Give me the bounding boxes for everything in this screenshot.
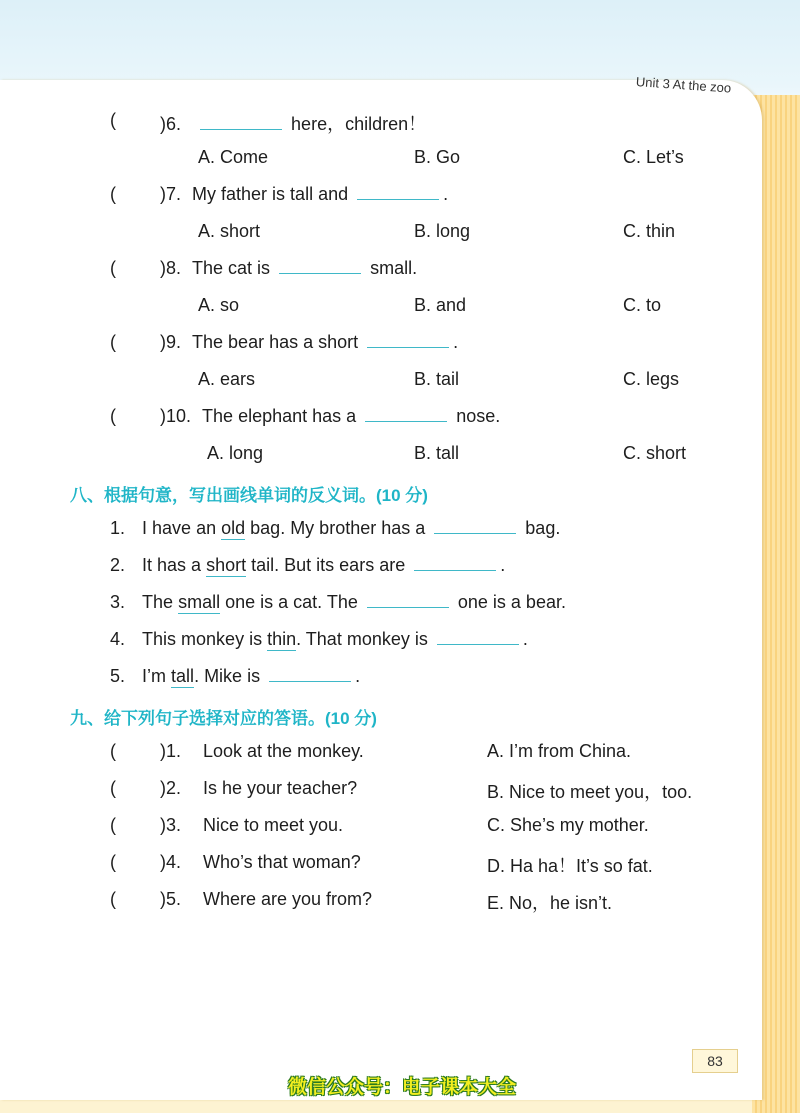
item-text-after: bag. xyxy=(525,518,561,538)
watermark-text: 微信公众号：电子课本大全 xyxy=(288,1077,517,1098)
match-question: Who’s that woman? xyxy=(203,852,361,872)
answer-blank[interactable] xyxy=(414,556,496,571)
item-number: )2. xyxy=(160,778,182,798)
answer-blank[interactable] xyxy=(357,185,439,200)
match-answer: C. She’s my mother. xyxy=(487,815,649,835)
match-answer: A. I’m from China. xyxy=(487,741,632,761)
item-text-middle: . Mike is xyxy=(194,666,261,686)
item-text-before: I’m xyxy=(142,666,167,686)
item-text-after: . xyxy=(355,666,361,686)
answer-paren-open[interactable]: ( xyxy=(110,184,116,204)
match-question: Look at the monkey. xyxy=(203,741,364,761)
question-text-before: The bear has a short xyxy=(192,332,359,352)
item-text-before: It has a xyxy=(142,555,202,575)
underlined-word: small xyxy=(178,592,221,612)
match-question: Where are you from? xyxy=(203,889,373,909)
item-text-middle: . That monkey is xyxy=(296,629,428,649)
antonym-item xyxy=(110,518,560,539)
answer-paren-open[interactable]: ( xyxy=(110,332,116,352)
option-b: B. long xyxy=(414,221,471,241)
answer-paren-open[interactable]: ( xyxy=(110,406,116,426)
question-number: )7. xyxy=(160,184,182,204)
item-text-before: The xyxy=(142,592,174,612)
underlined-word: old xyxy=(221,518,246,538)
option-b: B. and xyxy=(414,295,467,315)
underlined-word: thin xyxy=(267,629,297,649)
match-answer: E. No，he isn’t. xyxy=(487,893,613,913)
option-a: A. Come xyxy=(198,147,269,167)
option-a: A. long xyxy=(207,443,264,463)
option-c: C. short xyxy=(623,443,687,463)
answer-paren-open[interactable]: ( xyxy=(110,852,116,872)
item-text-middle: tail. But its ears are xyxy=(251,555,406,575)
item-text-middle: bag. My brother has a xyxy=(250,518,426,538)
question-number: )9. xyxy=(160,332,182,352)
question-text-before: The cat is xyxy=(192,258,271,278)
section-8-title: 八、根据句意，写出画线单词的反义词。(10 分) xyxy=(70,486,428,505)
match-question: Nice to meet you. xyxy=(203,815,344,835)
option-c: C. to xyxy=(623,295,662,315)
item-text-after: one is a bear. xyxy=(457,592,566,612)
underlined-word: short xyxy=(206,555,247,575)
answer-blank[interactable] xyxy=(367,333,449,348)
item-text-after: . xyxy=(500,555,506,575)
answer-paren-open[interactable]: ( xyxy=(110,258,116,278)
item-number: 5. xyxy=(110,666,126,686)
match-question: Is he your teacher? xyxy=(203,778,358,798)
option-c: C. Let’s xyxy=(623,147,684,167)
item-text-before: This monkey is xyxy=(142,629,263,649)
option-b: B. tail xyxy=(414,369,460,389)
match-answer: B. Nice to meet you，too. xyxy=(487,782,693,802)
option-c: C. legs xyxy=(623,369,680,389)
item-number: )5. xyxy=(160,889,182,909)
underlined-word: tall xyxy=(171,666,195,686)
item-text-middle: one is a cat. The xyxy=(225,592,358,612)
item-number: )1. xyxy=(160,741,182,761)
item-number: )3. xyxy=(160,815,182,835)
answer-paren-open[interactable]: ( xyxy=(110,815,116,835)
section-9-title: 九、给下列句子选择对应的答语。(10 分) xyxy=(70,709,377,728)
match-answer: D. Ha ha！It’s so fat. xyxy=(487,856,653,876)
question-text-after: . xyxy=(443,184,449,204)
answer-blank[interactable] xyxy=(434,519,516,534)
page-number: 83 xyxy=(692,1049,738,1073)
question-text-after: small. xyxy=(370,258,418,278)
antonym-item xyxy=(110,629,528,650)
answer-paren-open[interactable]: ( xyxy=(110,889,116,909)
item-text-before: I have an xyxy=(142,518,217,538)
antonym-item xyxy=(110,666,360,687)
option-b: B. Go xyxy=(414,147,461,167)
question-text-after: nose. xyxy=(456,406,501,426)
question-number: )6. xyxy=(160,114,182,134)
item-number: 2. xyxy=(110,555,126,575)
answer-paren-open[interactable]: ( xyxy=(110,110,116,130)
option-a: A. ears xyxy=(198,369,256,389)
item-number: 1. xyxy=(110,518,126,538)
option-a: A. so xyxy=(198,295,240,315)
option-a: A. short xyxy=(198,221,261,241)
answer-blank[interactable] xyxy=(279,259,361,274)
answer-paren-open[interactable]: ( xyxy=(110,741,116,761)
item-text-after: . xyxy=(522,629,528,649)
answer-blank[interactable] xyxy=(367,593,449,608)
antonym-item xyxy=(110,592,566,613)
question-text-before: The elephant has a xyxy=(202,406,357,426)
question-text-after: here，children！ xyxy=(291,114,427,134)
question-number: )8. xyxy=(160,258,182,278)
antonym-item xyxy=(110,555,505,576)
option-c: C. thin xyxy=(623,221,676,241)
answer-blank[interactable] xyxy=(437,630,519,645)
answer-blank[interactable] xyxy=(269,667,351,682)
item-number: 3. xyxy=(110,592,126,612)
question-text-before: My father is tall and xyxy=(192,184,349,204)
answer-blank[interactable] xyxy=(200,115,282,130)
question-text-after: . xyxy=(453,332,459,352)
option-b: B. tall xyxy=(414,443,460,463)
item-number: )4. xyxy=(160,852,182,872)
unit-header: Unit 3 At the zoo xyxy=(635,74,732,96)
item-number: 4. xyxy=(110,629,126,649)
question-number: )10. xyxy=(160,406,192,426)
answer-paren-open[interactable]: ( xyxy=(110,778,116,798)
answer-blank[interactable] xyxy=(365,407,447,422)
